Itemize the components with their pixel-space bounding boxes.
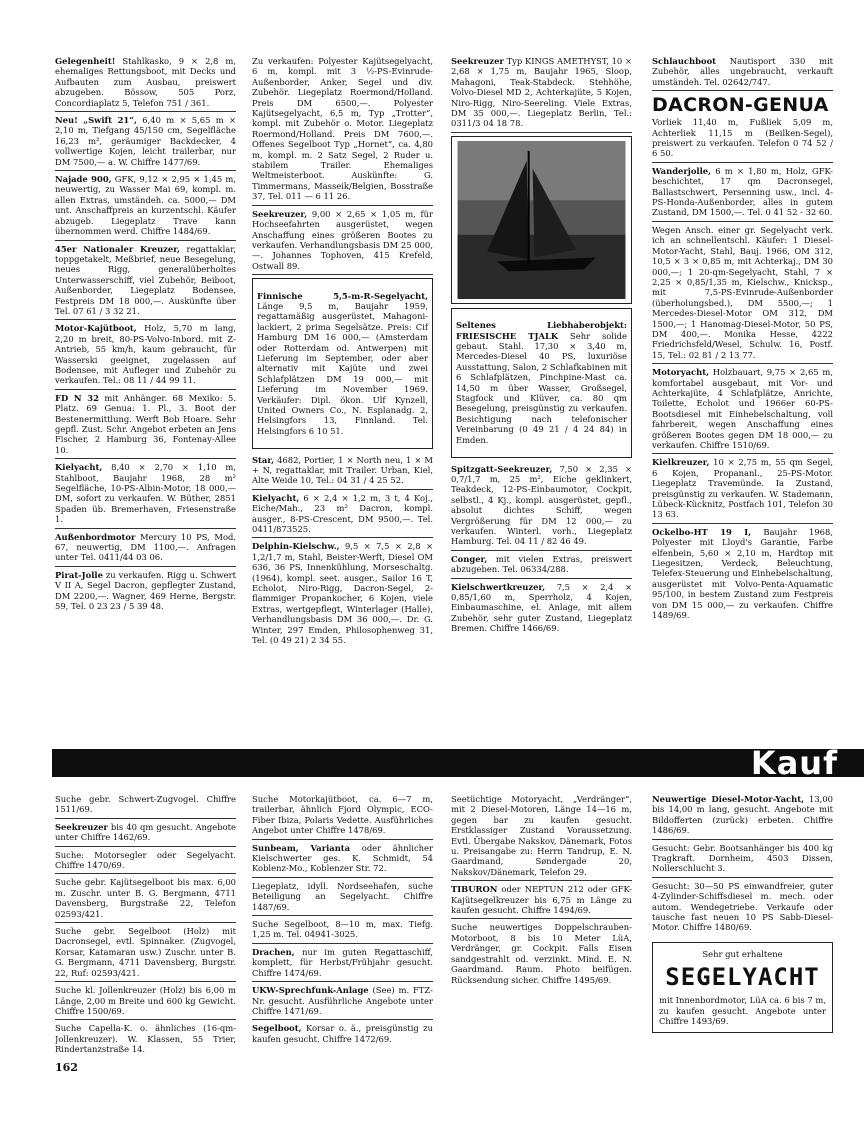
divider bbox=[55, 1019, 236, 1020]
column-1 bbox=[55, 56, 236, 746]
ad-body: Nautisport 330 mit Zubehör, alles ungebraucht, verkauft umständeh. Tel. 02642/747. bbox=[652, 56, 833, 87]
ad-body: Liegeplatz, idyll. Nordseehafen, suche Beteiligung an Segelyacht. Chiffre 1487/69. bbox=[252, 880, 433, 912]
ad-body: Mercury 10 PS, Mod. 67, neuwertig, DM 1100,—. Anfragen unter Tel. 0411/44 03 06. bbox=[55, 531, 236, 563]
divider bbox=[252, 839, 433, 840]
ad-title: Gelegenheit! bbox=[55, 56, 116, 66]
divider bbox=[55, 111, 236, 112]
classified-ad bbox=[652, 225, 833, 363]
divider bbox=[652, 90, 833, 91]
ad-title: TIBURON bbox=[451, 884, 498, 895]
ad-title: Ockelbo-HT 19 I, bbox=[652, 526, 752, 537]
ad-title: Kielyacht, bbox=[252, 492, 300, 503]
classified-ad bbox=[252, 843, 433, 877]
classified-ad bbox=[55, 115, 236, 170]
classified-ad bbox=[451, 582, 632, 637]
divider bbox=[652, 839, 833, 840]
divider bbox=[55, 981, 236, 982]
classified-ad bbox=[55, 393, 236, 458]
ad-title: Pirat-Jolle bbox=[55, 569, 103, 580]
divider bbox=[55, 818, 236, 819]
ad-body: 6,40 m × 5,65 m × 2,10 m, Tiefgang 45/150 cm, Segelfläche 16,23 m², geräumiger Backdecker, 4 vollwertige Kojen, leicht trailerbar, nur DM 7500,— a. W. Chiffre 1477/69. bbox=[55, 115, 236, 167]
classified-ad bbox=[252, 985, 433, 1019]
segelyacht-top: Sehr gut erhaltene bbox=[702, 948, 783, 959]
ad-body: bis 40 qm gesucht. Angebote unter Chiffre 1462/69. bbox=[55, 821, 236, 843]
classified-ad bbox=[652, 367, 833, 453]
classified-ad bbox=[451, 794, 632, 880]
classified-ad bbox=[252, 947, 433, 981]
divider bbox=[55, 319, 236, 320]
classified-ad bbox=[55, 323, 236, 388]
ad-title: Seekreuzer bbox=[451, 56, 504, 66]
classified-ad bbox=[451, 308, 632, 458]
page-number: 162 bbox=[55, 1061, 78, 1074]
divider bbox=[55, 922, 236, 923]
divider bbox=[451, 578, 632, 579]
classified-ad bbox=[252, 493, 433, 538]
classified-ad bbox=[451, 554, 632, 578]
ad-body: 9,00 × 2,65 × 1,05 m, für Hochseefahrten ausgerüstet, wegen Anschaffung eines größeren Bootes zu verkaufen. Verhandlungsbasis DM 25 000,—. Johannes Tophoven, 415 Krefeld, Ostwall 89. bbox=[252, 208, 433, 271]
divider bbox=[252, 205, 433, 206]
classified-ad bbox=[252, 541, 433, 648]
classified-ad bbox=[55, 570, 236, 615]
divider bbox=[652, 453, 833, 454]
ad-body: Seetüchtige Motoryacht, „Verdränger“, mit 2 Diesel-Motoren, Länge 14—16 m, gegen bar zu kaufen gesucht. Erstklassiger Zustand Voraussetzung. Evtl. Übergabe Nakskov, Dänemark, Fotos u. Preisangabe zu: Herrn Tandrup, E. N. Gaardmand, Søndergade 20, Nakskov/Dänemark, Telefon 29. bbox=[451, 794, 632, 877]
ad-body: Sehr solide gebaut. Stahl. 17,30 × 3,40 m, Mercedes-Diesel 40 PS, luxuriöse Ausstattung, Salon, 2 Schlafkabinen mit 6 Schlafplätzen, Pinchpine-Mast ca. 14,50 m über Wasser, Großsegel, Stagfock und Klüver, ca. 80 qm Besegelung, preisgünstig zu verkaufen. Besichtigung nach telefonischer Vereinbarung (0 49 21 / 4 24 84) in Emden. bbox=[456, 330, 627, 445]
ad-body: Suche gebr. Segelboot (Holz) mit Dacronsegel, evtl. Spinnaker. (Zugvogel, Korsar, Katamaran usw.) Zuschr. unter B. G. Bergmann, 4711 Davensberg, Burgstr. 22, Ruf: 02593/421. bbox=[55, 926, 236, 978]
divider bbox=[652, 363, 833, 364]
ad-body: Länge 9,5 m, Baujahr 1959, regattamäßig ausgerüstet, Mahagoni-lackiert, 2 prima Segelsätze. Preis: Cif Hamburg DM 16 000,— (Amsterdam oder Rotterdam od. Antwerpen) mit Lieferung im September, oder aber alternativ mit Kajüte und zwei Schlafplätzen DM 19 000,— mit Lieferung im November 1969. Verkäufer: Dipl. ökon. Ulf Kynzell, United Owners Co., N. Esplanadg. 2, Helsingfors 13, Finnland. Tel. Helsingfors 6 10 51. bbox=[257, 300, 428, 436]
divider bbox=[55, 846, 236, 847]
classified-ad bbox=[451, 922, 632, 987]
classified-ad bbox=[55, 462, 236, 527]
kauf-banner bbox=[52, 744, 864, 782]
ad-body: Suche Capella-K. o. ähnliches (16-qm-Jollenkreuzer). W. Klassen, 55 Trier, Rindertanzstraße 14. bbox=[55, 1023, 236, 1055]
divider bbox=[55, 170, 236, 171]
ad-body: Gesucht: 30—50 PS einwandfreier, guter 4-Zylinder-Schiffsdiesel m. mech. oder autom. Wendegetriebe. Verkaufe oder tausche fast neuen 10 PS Sabb-Diesel-Motor. Chiffre 1480/69. bbox=[652, 880, 833, 933]
divider bbox=[652, 523, 833, 524]
ad-body: 13,00 bis 14,00 m lang, gesucht. Angebote mit Bildofferten (zurück) erbeten. Chiffre 1486/69. bbox=[652, 794, 833, 836]
ad-body: Suche: Motorsegler oder Segelyacht. Chiffre 1470/69. bbox=[55, 849, 236, 871]
classified-ad bbox=[451, 884, 632, 918]
classified-ad bbox=[55, 985, 236, 1019]
ad-body: Zu verkaufen: Polyester Kajütsegelyacht, 6 m, kompl. mit 3 ½-PS-Evinrude-Außenborder, Anker, Segel und div. Zubehör. Liegeplatz Roermond/Holland. Preis DM 6500,—. Polyester Kajütsegelyacht, 6,5 m, Typ „Trotter“, kompl. mit Zubehör o. Motor. Liegeplatz Roermond/Holland. Preis DM 7600,—. Offenes Segelboot Typ „Hornet“, ca. 4,80 m, kompl. m. 2 Satz Segel, 2 Ruder u. stabilem Trailer. Ehemaliges Weltmeisterboot. Auskünfte: G. Timmermans, Masseik/Belgien, Bosstraße 37, Tel. 011 — 6 11 26. bbox=[252, 56, 433, 202]
ad-body: Suche Motorkajütboot, ca. 6—7 m, trailerbar, ähnlich Fjord Olympic, ECO-Fiber Ibiza, Polaris Vedette. Ausführliches Angebot unter Chiffre 1478/69. bbox=[252, 794, 433, 836]
ad-title: Kielyacht, bbox=[55, 462, 103, 473]
ad-body: oder ähnlicher Kielschwerter ges. K. Schmidt, 54 Koblenz-Mo., Koblenzer Str. 72. bbox=[252, 842, 433, 874]
ad-body: Holz, 5,70 m lang, 2,20 m breit, 80-PS-Volvo-Inbord. mit Z-Antrieb, 55 km/h, kaum gebraucht, für Wasserski geeignet, zugelassen auf Bodensee, mit Aufleger und Zubehör zu verkaufen. Tel.: 08 11 / 44 99 11. bbox=[55, 323, 236, 386]
ad-title: Star, bbox=[252, 454, 275, 465]
ad-body: zu verkaufen. Rigg u. Schwert V II A, Segel Dacron, gepflegter Zustand, DM 2200,—. Wagner, 469 Herne, Bergstr. 59, Tel. 0 23 23 / 5 39 48. bbox=[55, 569, 236, 612]
ad-title: Kielschwertkreuzer, bbox=[451, 581, 546, 592]
divider bbox=[252, 981, 433, 982]
ad-title: Conger, bbox=[451, 553, 488, 564]
ad-body: Suche Segelboot, 8—10 m, max. Tiefg. 1,25 m. Tel. 04941-3025. bbox=[252, 919, 433, 940]
classified-ad bbox=[55, 822, 236, 846]
ad-title: Sunbeam, Varianta bbox=[252, 842, 351, 853]
classified-ad bbox=[652, 94, 833, 162]
ad-title: Motoryacht, bbox=[652, 367, 709, 378]
ad-body: Holzbauart, 9,75 × 2,65 m, komfortabel ausgebaut, mit Vor- und Achterkajüte, 4 Schlafplätze, Anrichte, Toilette, Echolot und 1966er 60-PS-Bootsdiesel mit Einhebelschaltung, voll fahrbereit, wegen Anschaffung eines größeren Bootes gegen DM 18 000,— zu verkaufen. Chiffre 1510/69. bbox=[652, 367, 833, 450]
divider bbox=[252, 1019, 433, 1020]
ad-title: Segelboot, bbox=[252, 1023, 302, 1034]
classified-ad bbox=[55, 794, 236, 818]
classified-ad bbox=[451, 464, 632, 550]
ad-body: Suche kl. Jollenkreuzer (Holz) bis 6,00 m Länge, 2,00 m Breite und 600 kg Gewicht. Chiffre 1500/69. bbox=[55, 985, 236, 1016]
divider bbox=[55, 458, 236, 459]
ad-body: Typ KINGS AMETHYST, 10 × 2,68 × 1,75 m, Baujahr 1965, Sloop, Mahagoni, Teak-Stabdeck. Stehhöhe, Volvo-Diesel MD 2, Achterkajüte, 5 Kojen, Niro-Rigg, Niro-Seereling. Viele Extras, DM 35 000,—. Liegeplatz Berlin, Tel.: 0311/3 04 18 78. bbox=[451, 56, 632, 129]
ad-title: Najade 900, bbox=[55, 174, 112, 185]
divider bbox=[55, 528, 236, 529]
ad-title: 45er Nationaler Kreuzer, bbox=[55, 243, 180, 254]
ad-body: 7,50 × 2,35 × 0,7/1,7 m, 25 m², Eiche geklinkert, Teakdeck, 12-PS-Einbaumotor, Cockpit, selbstl., 4 Kj., kompl. ausgerüstet, gepfl., absolut dichtes Schiff, wegen Vergrößerung für DM 12 000,— zu verkaufen. Winterl. vorh., Liegeplatz Hamburg. Tel. 04 11 / 82 46 49. bbox=[451, 463, 632, 547]
classified-ad bbox=[252, 209, 433, 274]
classified-ad bbox=[252, 919, 433, 943]
ad-body: Stahlkasko, 9 × 2,8 m, ehemaliges Rettungsboot, mit Decks und Aufbauten zum Ausbau, preiswert abzugeben. Bössow, 505 Porz, Concordiaplatz 5, Telefon 751 / 361. bbox=[55, 56, 236, 108]
ad-body: Suche gebr. Schwert-Zugvogel. Chiffre 1511/69. bbox=[55, 794, 236, 815]
ad-title: Finnische 5,5-m-R-Segelyacht, bbox=[257, 290, 428, 301]
classified-ad bbox=[652, 794, 833, 839]
ad-body: regattaklar, toppgetakelt, Meßbrief, neue Besegelung, neues Rigg, generalüberholtes Unterwasserschiff, viel Zubehör, Beiboot, Außenborder, Liegeplatz Bodensee, Festpreis DM 18 000,—. Auskünfte über Tel. 07 61 / 3 32 21. bbox=[55, 243, 236, 316]
ad-body: Baujahr 1968, Polyester mit Lloyd's Garantie, Farbe elfenbein, 5,60 × 2,10 m, Hardtop mit Liegesitzen, Verdeck, Beleuchtung, Telefex-Steuerung und Einhebelschaltung, ausgerüstet mit Volvo-Penta-Aquamatic 95/100, in bestem Zustand zum Festpreis von DM 15 000,— zu verkaufen. Chiffre 1489/69. bbox=[652, 526, 833, 621]
buy-column-4 bbox=[652, 794, 833, 1059]
ad-title: Seekreuzer bbox=[55, 821, 108, 832]
divider bbox=[55, 873, 236, 874]
divider bbox=[252, 943, 433, 944]
divider bbox=[451, 918, 632, 919]
classified-ad bbox=[55, 532, 236, 566]
classified-ad bbox=[55, 926, 236, 981]
ad-title: Drachen, bbox=[252, 946, 295, 957]
divider bbox=[652, 877, 833, 878]
classified-ad bbox=[451, 56, 632, 132]
photo-ad bbox=[451, 136, 632, 304]
classified-ad bbox=[55, 877, 236, 922]
buy-column-3 bbox=[451, 794, 632, 1059]
ad-title: FD N 32 bbox=[55, 392, 99, 403]
ad-body: GFK, 9,12 × 2,95 × 1,45 m, neuwertig, zu Wasser Mai 69, kompl. m. allen Extras, umständeh. ca. 5000,— DM unt. Anschaffpreis an kurzentschl. Käufer abzugeb. Liegeplatz Trave kann übernommen werd. Chiffre 1484/69. bbox=[55, 174, 236, 237]
classified-ad bbox=[55, 56, 236, 111]
ad-title: Außenbordmotor bbox=[55, 531, 136, 542]
classified-ad bbox=[252, 1023, 433, 1047]
classified-ad bbox=[55, 1023, 236, 1057]
classified-ad bbox=[652, 56, 833, 90]
divider bbox=[252, 877, 433, 878]
ad-body: Gesucht: Gebr. Bootsanhänger bis 400 kg Tragkraft. Dornheim, 4503 Dissen, Nollerschlucht 3. bbox=[652, 842, 833, 874]
classified-ad bbox=[252, 278, 433, 448]
ad-body: Suche neuwertiges Doppelschrauben-Motorboot, 8 bis 10 Meter LüA, Verdränger, gr. Cockpit. Falls Eisen sandgestrahlt od. verzinkt. Mind. E. N. Gaardmand. Raum. Photo beifügen. Rücksendung sicher. Chiffre 1495/69. bbox=[451, 922, 632, 985]
ad-title: UKW-Sprechfunk-Anlage bbox=[252, 985, 369, 996]
classified-ad bbox=[652, 843, 833, 877]
classified-ad bbox=[652, 166, 833, 221]
ad-body: 7,5 × 2,4 × 0,85/1,60 m, Sperrholz, 4 Kojen, Einbaumaschine, el. Anlage, mit allem Zubehör, sehr guter Zustand, Liegeplatz Bremen. Chiffre 1466/69. bbox=[451, 581, 632, 634]
ad-body: 9,5 × 7,5 × 2,8 × 1,2/1,7 m, Stahl, Beister-Werft, Diesel OM 636, 36 PS, Innenkühlung, Morseschaltg. (1964), kompl. seet. ausger., Sailor 16 T, Echolot, Niro-Rigg, Dacron-Segel, 2-flammiger Propankocher, 6 Kojen, viele Extras, wertgepflegt, Winterlager (Halle), Verhandlungsbasis DM 36 000,—. Dr. G. Winter, 297 Emden, Philosophenweg 31, Tel. (0 49 21) 2 34 55. bbox=[252, 541, 433, 646]
ad-title: Neu! „Swift 21“, bbox=[55, 115, 137, 126]
column-3 bbox=[451, 56, 632, 746]
ad-body: Korsar o. ä., preisgünstig zu kaufen gesucht. Chiffre 1472/69. bbox=[252, 1023, 433, 1044]
ad-body: 6 m × 1,80 m, Holz, GFK-beschichtet, 17 qm Dacronsegel, Ballastschwert, Persenning usw., incl. 4-PS-Honda-Außenborder, alles in gutem Zustand, DM 1500,—. Tel. 0 41 52 - 32 60. bbox=[652, 165, 833, 218]
ad-body: oder NEPTUN 212 oder GFK-Kajütsegelkreuzer bis 6,75 m Länge zu kaufen gesucht. Chiffre 1494/69. bbox=[451, 884, 632, 916]
divider bbox=[652, 221, 833, 222]
segelyacht-body: mit Innenbordmotor, LüA ca. 6 bis 7 m, zu kaufen gesucht. Angebote unter Chiffre 1493/69. bbox=[659, 995, 826, 1027]
buy-column-1 bbox=[55, 794, 236, 1059]
ad-title: Neuwertige Diesel-Motor-Yacht, bbox=[652, 794, 804, 804]
classified-ad bbox=[252, 455, 433, 489]
ad-body: (See) m. FTZ-Nr. gesucht. Ausführliche Angebote unter Chiffre 1471/69. bbox=[252, 985, 433, 1016]
segelyacht-headline: SEGELYACHT bbox=[665, 963, 820, 992]
divider bbox=[451, 550, 632, 551]
ad-body: Suche gebr. Kajütsegelboot bis max. 6,00 m. Zuschr. unter B. G. Bergmann, 4711 Davensberg, Burgstraße 22, Telefon 02593/421. bbox=[55, 877, 236, 919]
ad-title: Seekreuzer, bbox=[252, 208, 308, 219]
classified-ad bbox=[55, 174, 236, 239]
ad-title: Wanderjolle, bbox=[652, 165, 712, 176]
classified-ad bbox=[55, 244, 236, 320]
ad-title: Seltenes Liebhaberobjekt: FRIESISCHE TJALK bbox=[456, 320, 627, 341]
ad-title: Motor-Kajütboot, bbox=[55, 323, 137, 334]
segelyacht-box bbox=[652, 942, 833, 1033]
column-2 bbox=[252, 56, 433, 746]
divider bbox=[55, 389, 236, 390]
divider bbox=[252, 537, 433, 538]
divider bbox=[252, 915, 433, 916]
ad-title: Spitzgatt-Seekreuzer, bbox=[451, 463, 553, 474]
classified-ad bbox=[55, 850, 236, 874]
ad-body: 4682, Portier, 1 × North neu, 1 × M + N, regattaklar, mit Trailer. Urban, Kiel, Alte Weide 10, Tel.: 04 31 / 4 25 52. bbox=[252, 454, 433, 486]
ad-body: mit vielen Extras, preiswert abzugeben. Tel. 06334/288. bbox=[451, 553, 632, 575]
ad-title: Kielkreuzer, bbox=[652, 457, 710, 468]
classified-ad bbox=[652, 457, 833, 522]
ad-body: nur im guten Regattaschiff, komplett, für Herbst/Frühjahr gesucht. Chiffre 1474/69. bbox=[252, 946, 433, 978]
kauf-label: Kauf bbox=[750, 744, 838, 782]
divider bbox=[55, 566, 236, 567]
ad-body: 10 × 2,75 m, 55 qm Segel, 6 Kojen, Propananl., 25-PS-Motor. Liegeplatz Travemünde. Ia Zustand, preisgünstig zu verkaufen. W. Stademann, Lübeck-Kücknitz, Postfach 101, Telefon 30 13 63. bbox=[652, 457, 833, 520]
ad-headline: DACRON-GENUA bbox=[652, 94, 829, 117]
ad-body: 8,40 × 2,70 × 1,10 m, Stahlboot, Baujahr 1968, 28 m² Segelfläche, 10-PS-Albin-Motor, 18 000,— DM, sofort zu verkaufen. W. Büther, 2851 Spaden üb. Bremerhaven, Friesenstraße 1. bbox=[55, 462, 236, 525]
ad-body: 6 × 2,4 × 1,2 m, 3 t, 4 Koj., Eiche/Mah., 23 m² Dacron, kompl. ausger., 8-PS-Crescent, DM 9500,—. Tel. 0411/873525. bbox=[252, 492, 433, 535]
divider bbox=[252, 274, 433, 275]
classified-ad bbox=[252, 881, 433, 915]
ad-title: Delphin-Kielschw., bbox=[252, 541, 340, 552]
ad-body: Wegen Ansch. einer gr. Segelyacht verk. ich an schnellentschl. Käufer: 1 Diesel-Motor-Yacht, Stahl, Bauj. 1966, OM 312, 10,5 × 3 × 0,85 m, mit Achterkaj., DM 30 000,—; 1 20-qm-Segelyacht, Stahl, 7 × 2,25 × 0,85/1,35 m, Kielschw., Knicksp., mit 7,5-PS-Evinrude-Außenborder (überholungsbed.), DM 5500,—; 1 Mercedes-Diesel-Motor OM 312, DM 1500,—; 1 Hanomag-Diesel-Motor, 50 PS, DM 400,—. Monika Hesse, 4222 Friedrichsfeld/Wesel, Schulw. 16, Postf. 15, Tel.: 02 81 / 2 13 77. bbox=[652, 224, 833, 360]
divider bbox=[252, 489, 433, 490]
classified-ad bbox=[652, 527, 833, 624]
divider bbox=[451, 132, 632, 133]
divider bbox=[55, 240, 236, 241]
ad-body: Vorliek 11,40 m, Fußliek 5,09 m, Achterliek 11,15 m (Beilken-Segel), preiswert zu verkaufen. Telefon 0 74 52 / 6 50. bbox=[652, 117, 833, 159]
classified-ad bbox=[252, 56, 433, 205]
divider bbox=[451, 880, 632, 881]
classified-ad bbox=[252, 794, 433, 839]
sailboat-photo bbox=[456, 141, 627, 299]
column-4 bbox=[652, 56, 833, 746]
divider bbox=[652, 162, 833, 163]
buy-column-2 bbox=[252, 794, 433, 1059]
ad-title: Schlauchboot bbox=[652, 56, 717, 66]
ad-body: mit Anhänger. 68 Mexiko: 5. Platz. 69 Genua: 1. Pl., 3. Boot der Bestenermittlung. Werft Bob Hoare. Sehr gepfl. Zust. Schr. Angebot erbeten an Jens Fischer, 2 Hamburg 36, Fontenay-Allee 10. bbox=[55, 392, 236, 455]
classified-ad bbox=[652, 881, 833, 936]
